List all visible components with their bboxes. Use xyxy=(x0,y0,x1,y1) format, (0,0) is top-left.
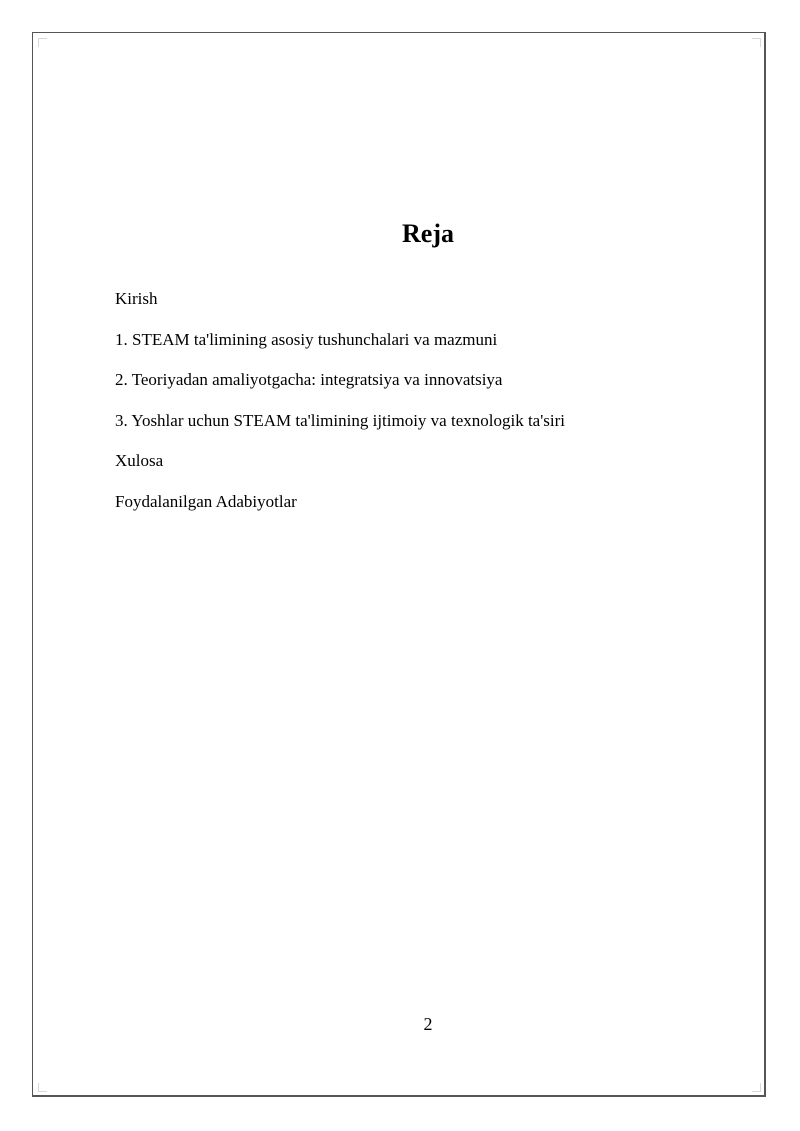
toc-item-chapter-1: 1. STEAM ta'limining asosiy tushunchalari va mazmuni xyxy=(115,329,498,349)
page-number: 2 xyxy=(423,1014,433,1034)
toc-item-chapter-2: 2. Teoriyadan amaliyotgacha: integratsiya va innovatsiya xyxy=(115,370,503,390)
crop-mark-top-left xyxy=(38,38,47,47)
crop-mark-bottom-left xyxy=(38,1083,47,1092)
toc-item-references: Foydalanilgan Adabiyotlar xyxy=(115,491,297,511)
page-title: Reja xyxy=(402,219,454,248)
toc-item-conclusion: Xulosa xyxy=(115,451,164,471)
table-of-contents xyxy=(115,287,565,531)
toc-item-chapter-3: 3. Yoshlar uchun STEAM ta'limining ijtimoiy va texnologik ta'siri xyxy=(115,410,566,430)
page-border xyxy=(32,32,766,1097)
toc-item-introduction: Kirish xyxy=(115,289,158,308)
crop-mark-top-right xyxy=(752,38,761,47)
crop-mark-bottom-right xyxy=(752,1083,761,1092)
